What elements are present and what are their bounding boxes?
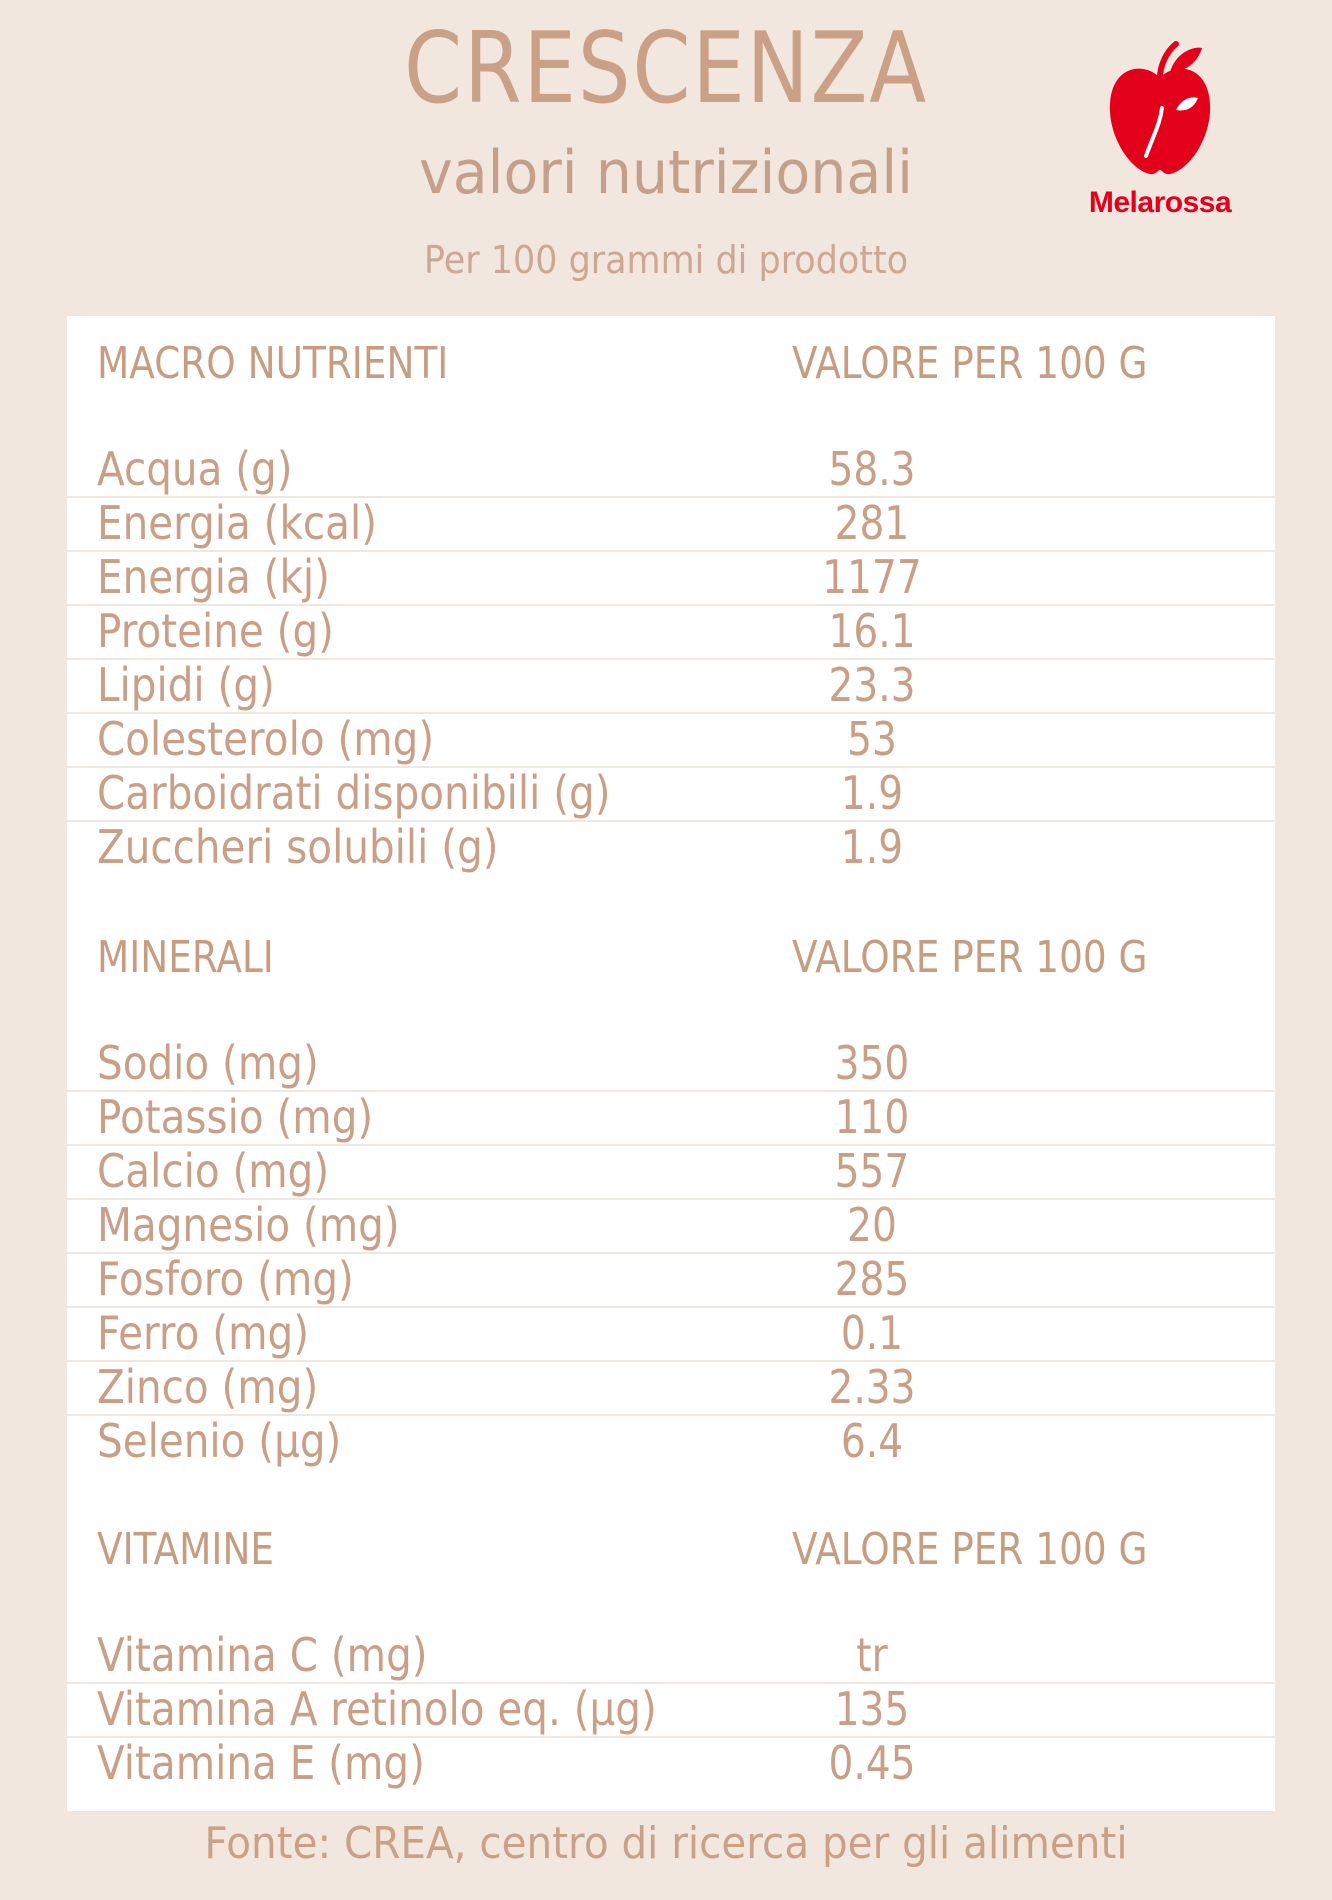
section-title: MINERALI (97, 932, 274, 983)
table-row (67, 550, 1275, 606)
nutrient-name: Energia (kcal) (97, 496, 378, 550)
section-title: VITAMINE (97, 1524, 275, 1575)
nutrient-value: 16.1 (828, 604, 916, 658)
nutrient-value: tr (856, 1628, 888, 1682)
nutrient-name: Vitamina C (mg) (97, 1628, 428, 1682)
table-row (67, 1682, 1275, 1738)
nutrient-value: 20 (847, 1198, 897, 1252)
table-row (67, 1414, 1275, 1468)
nutrient-name: Zinco (mg) (97, 1360, 319, 1414)
nutrient-value: 58.3 (828, 442, 916, 496)
page-subtitle: valori nutrizionali (418, 138, 913, 208)
nutrient-value: 135 (834, 1682, 910, 1736)
nutrient-name: Selenio (µg) (97, 1414, 342, 1468)
table-row (67, 766, 1275, 822)
nutrient-value: 6.4 (840, 1414, 904, 1468)
value-column-header: VALORE PER 100 G (792, 1524, 1148, 1575)
table-row (67, 1198, 1275, 1254)
table-row (67, 442, 1275, 498)
table-row (67, 1144, 1275, 1200)
table-row (67, 658, 1275, 714)
nutrient-value: 0.1 (840, 1306, 904, 1360)
nutrient-name: Magnesio (mg) (97, 1198, 400, 1252)
section-header-minerals (67, 932, 1275, 992)
nutrient-name: Proteine (g) (97, 604, 334, 658)
nutrient-name: Zuccheri solubili (g) (97, 820, 499, 874)
table-row (67, 1252, 1275, 1308)
table-row (67, 1306, 1275, 1362)
nutrient-value: 285 (834, 1252, 910, 1306)
nutrient-value: 110 (834, 1090, 910, 1144)
nutrient-name: Energia (kj) (97, 550, 330, 604)
nutrient-value: 557 (834, 1144, 910, 1198)
nutrient-name: Potassio (mg) (97, 1090, 374, 1144)
section-header-vitamins (67, 1524, 1275, 1584)
page-title: CRESCENZA (403, 12, 928, 126)
source-note: Fonte: CREA, centro di ricerca per gli alimenti (204, 1818, 1128, 1869)
nutrient-name: Sodio (mg) (97, 1036, 319, 1090)
nutrient-value: 1177 (822, 550, 922, 604)
table-row (67, 1090, 1275, 1146)
nutrient-name: Calcio (mg) (97, 1144, 330, 1198)
nutrient-name: Ferro (mg) (97, 1306, 310, 1360)
table-row (67, 820, 1275, 874)
table-row (67, 1036, 1275, 1092)
table-row (67, 712, 1275, 768)
nutrient-value: 350 (834, 1036, 910, 1090)
serving-note: Per 100 grammi di prodotto (423, 238, 909, 282)
section-title: MACRO NUTRIENTI (97, 338, 449, 389)
nutrient-value: 281 (834, 496, 910, 550)
value-column-header: VALORE PER 100 G (792, 932, 1148, 983)
nutrition-table (67, 316, 1275, 1811)
table-row (67, 1628, 1275, 1684)
nutrient-name: Acqua (g) (97, 442, 293, 496)
section-header-macro (67, 338, 1275, 398)
brand-name: Melarossa (1088, 186, 1232, 219)
nutrient-name: Vitamina E (mg) (97, 1736, 425, 1790)
nutrient-value: 1.9 (840, 766, 904, 820)
nutrient-value: 2.33 (828, 1360, 916, 1414)
nutrient-value: 53 (847, 712, 897, 766)
apple-icon (1106, 38, 1214, 178)
nutrient-name: Colesterolo (mg) (97, 712, 435, 766)
table-row (67, 1736, 1275, 1790)
table-row (67, 604, 1275, 660)
value-column-header: VALORE PER 100 G (792, 338, 1148, 389)
nutrient-name: Fosforo (mg) (97, 1252, 354, 1306)
nutrient-value: 0.45 (828, 1736, 916, 1790)
brand-logo (1070, 38, 1250, 228)
nutrient-value: 23.3 (828, 658, 916, 712)
table-row (67, 496, 1275, 552)
nutrient-name: Carboidrati disponibili (g) (97, 766, 611, 820)
nutrient-value: 1.9 (840, 820, 904, 874)
nutrient-name: Lipidi (g) (97, 658, 275, 712)
nutrient-name: Vitamina A retinolo eq. (µg) (97, 1682, 657, 1736)
table-row (67, 1360, 1275, 1416)
